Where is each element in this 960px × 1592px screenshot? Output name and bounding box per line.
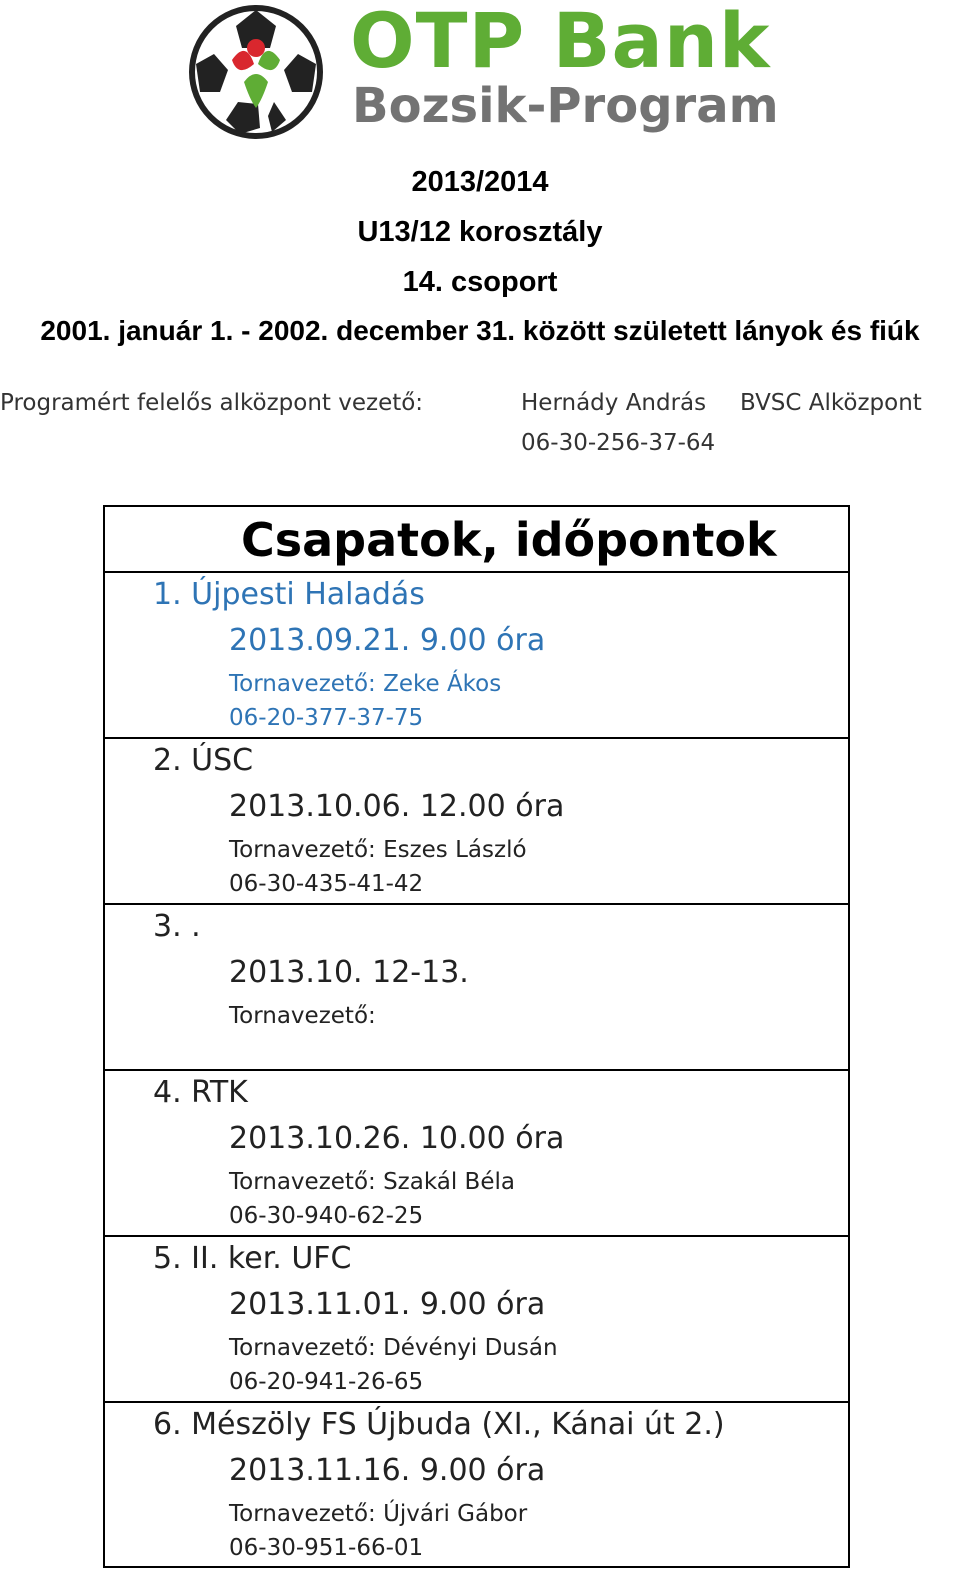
table-row [105, 1403, 848, 1566]
match-date: 2013.11.01. 9.00 óra [229, 1287, 546, 1322]
leader-phone: 06-20-377-37-75 [229, 705, 424, 731]
contact-phone: 06-30-256-37-64 [521, 430, 716, 456]
tournament-leader: Tornavezető: Szakál Béla [229, 1169, 515, 1195]
match-date: 2013.09.21. 9.00 óra [229, 623, 546, 658]
leader-phone: 06-30-951-66-01 [229, 1535, 424, 1561]
leader-phone: 06-20-941-26-65 [229, 1369, 424, 1395]
schedule-table [103, 505, 850, 1568]
table-row [105, 905, 848, 1071]
table-row [105, 739, 848, 905]
team-name: 2. ÚSC [153, 743, 254, 778]
tournament-leader: Tornavezető: Dévényi Dusán [229, 1335, 558, 1361]
brand-title: OTP Bank [350, 0, 771, 85]
team-name: 6. Mészöly FS Újbuda (XI., Kánai út 2.) [153, 1407, 725, 1442]
brand-subtitle: Bozsik-Program [352, 78, 779, 134]
match-date: 2013.10.26. 10.00 óra [229, 1121, 565, 1156]
tournament-leader: Tornavezető: Zeke Ákos [229, 671, 502, 697]
match-date: 2013.10.06. 12.00 óra [229, 789, 565, 824]
leader-phone: 06-30-940-62-25 [229, 1203, 424, 1229]
tournament-leader: Tornavezető: Eszes László [229, 837, 527, 863]
group: 14. csoport [402, 266, 558, 298]
team-name: 3. . [153, 909, 201, 944]
team-name: 5. II. ker. UFC [153, 1241, 352, 1276]
football-logo-icon [188, 4, 324, 140]
tournament-leader: Tornavezető: Újvári Gábor [229, 1501, 528, 1527]
match-date: 2013.10. 12-13. [229, 955, 469, 990]
season: 2013/2014 [411, 166, 549, 198]
contact-label: Programért felelős alközpont vezető: [0, 390, 424, 416]
contact-name: Hernády András [521, 390, 707, 416]
age-class: U13/12 korosztály [357, 216, 603, 248]
table-row [105, 1237, 848, 1403]
table-row [105, 1071, 848, 1237]
leader-phone: 06-30-435-41-42 [229, 871, 424, 897]
table-title: Csapatok, időpontok [105, 507, 848, 573]
table-row [105, 573, 848, 739]
contact-center: BVSC Alközpont [740, 390, 922, 416]
tournament-leader: Tornavezető: [229, 1003, 376, 1029]
team-name: 4. RTK [153, 1075, 248, 1110]
logo [180, 2, 800, 142]
match-date: 2013.11.16. 9.00 óra [229, 1453, 546, 1488]
eligibility: 2001. január 1. - 2002. december 31. között született lányok és fiúk [40, 315, 920, 346]
team-name: 1. Újpesti Haladás [153, 577, 425, 612]
